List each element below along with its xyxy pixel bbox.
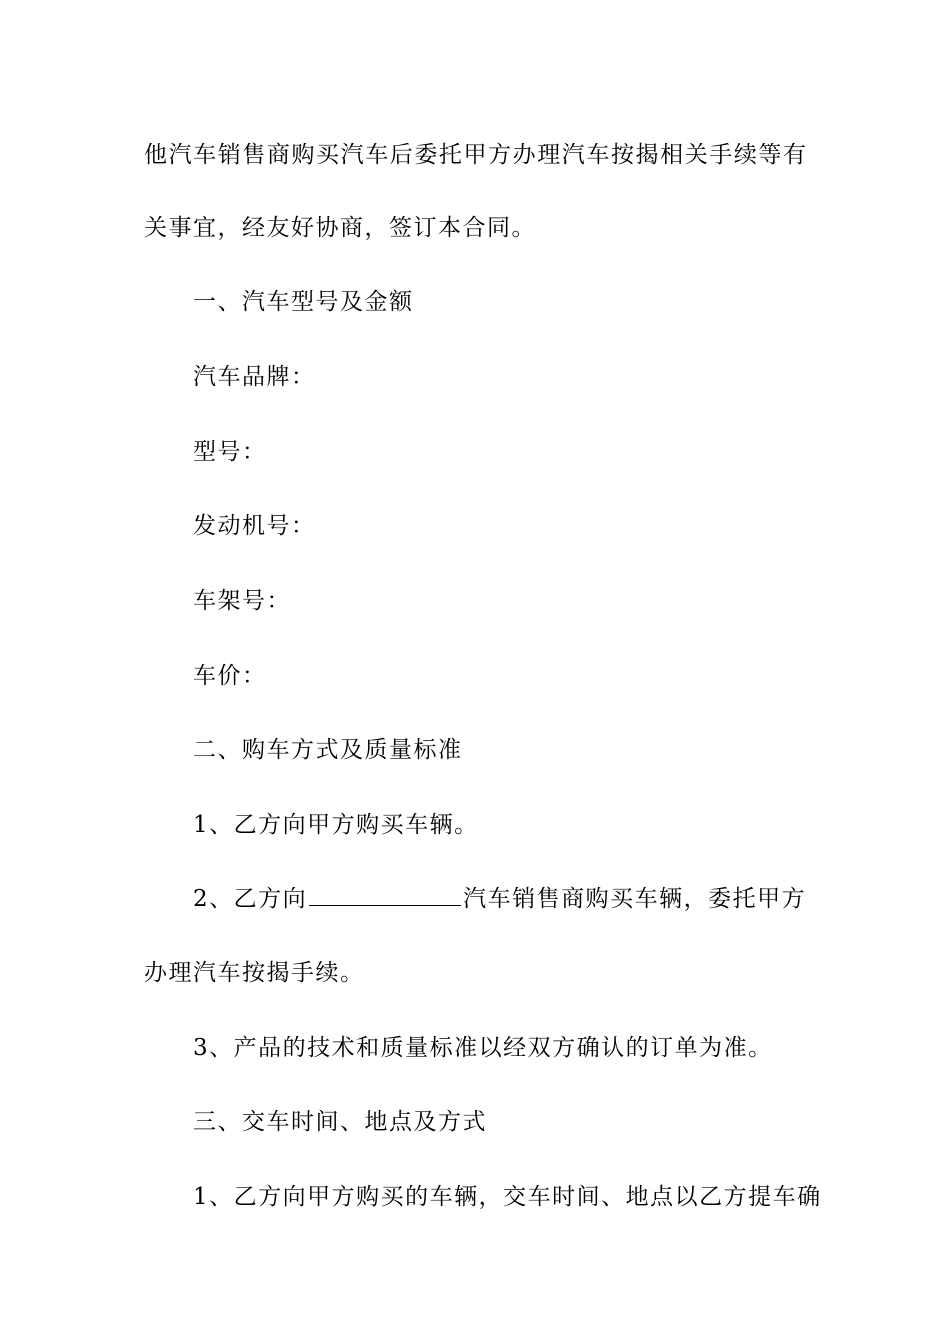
clause-text-start: 2、乙方向 [193, 886, 308, 912]
field-label-engine-number: 发动机号： [193, 513, 316, 539]
clause-line: 1、乙方向甲方购买车辆。 [193, 812, 479, 838]
section-heading: 一、汽车型号及金额 [193, 289, 414, 315]
paragraph-line: 关事宜，经友好协商，签订本合同。 [144, 215, 536, 241]
field-label-car-brand: 汽车品牌： [193, 364, 316, 390]
field-label-frame-number: 车架号： [193, 588, 291, 614]
clause-line: 1、乙方向甲方购买的车辆，交车时间、地点以乙方提车确 [193, 1184, 822, 1210]
field-label-model: 型号： [193, 439, 267, 465]
clause-line [193, 884, 806, 914]
section-heading: 三、交车时间、地点及方式 [193, 1109, 487, 1135]
clause-text-end: 汽车销售商购买车辆，委托甲方 [463, 886, 807, 912]
fill-in-blank [309, 887, 461, 906]
clause-line: 3、产品的技术和质量标准以经双方确认的订单为准。 [193, 1035, 773, 1061]
section-heading: 二、购车方式及质量标准 [193, 737, 463, 763]
field-label-car-price: 车价： [193, 663, 267, 689]
paragraph-line: 他汽车销售商购买汽车后委托甲方办理汽车按揭相关手续等有 [144, 142, 806, 168]
clause-line: 办理汽车按揭手续。 [144, 960, 365, 986]
